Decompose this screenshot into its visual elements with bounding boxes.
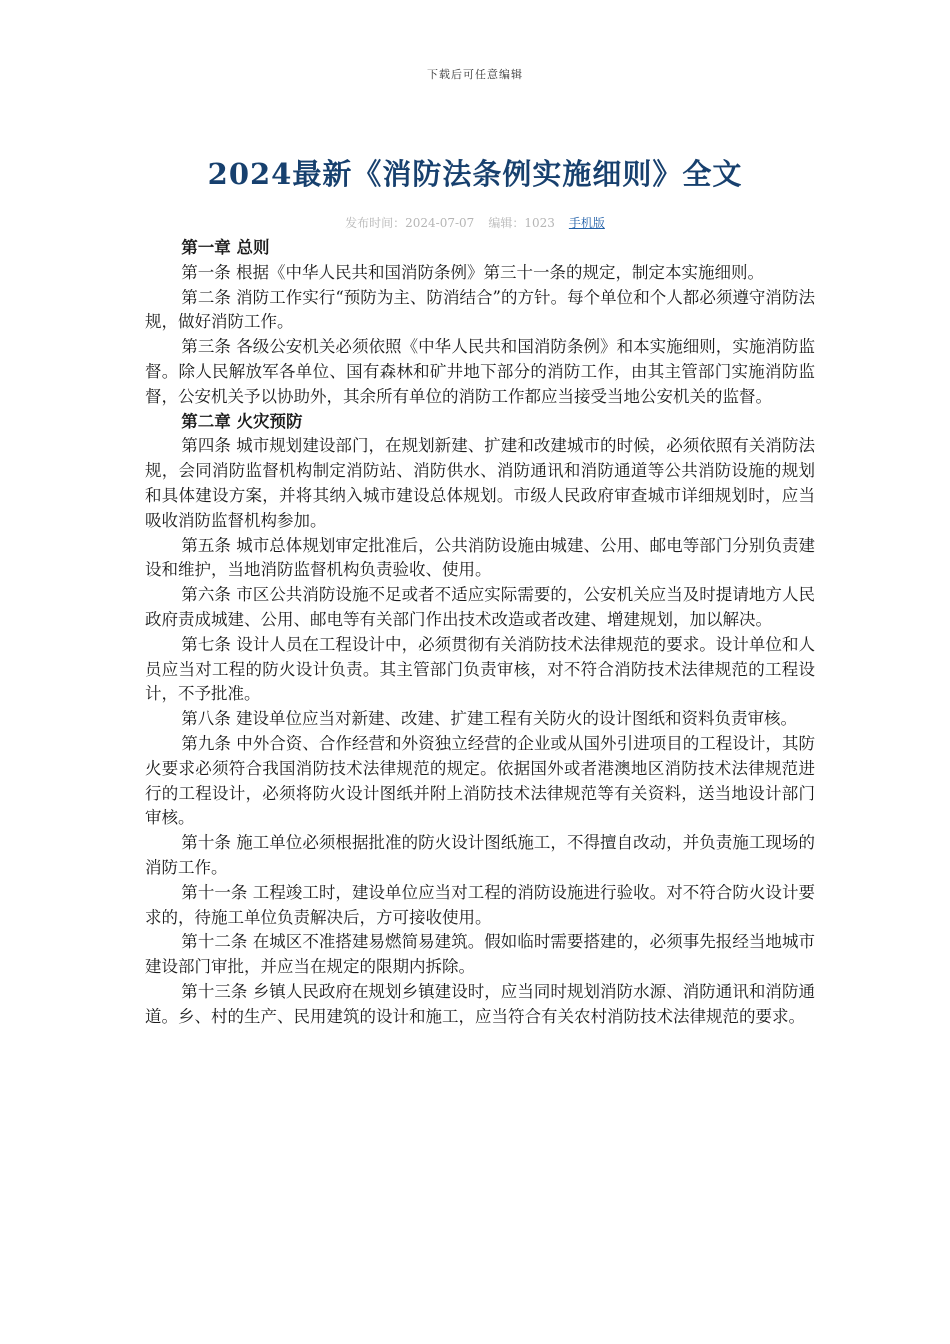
editor-label: 编辑：1023 — [488, 216, 555, 230]
article-paragraph: 第一条 根据《中华人民共和国消防条例》第三十一条的规定，制定本实施细则。 — [181, 262, 765, 282]
article-body — [145, 236, 815, 1030]
article-paragraph: 第十一条 工程竣工时，建设单位应当对工程的消防设施进行验收。对不符合防火设计要求的，待施工单位负责解决后，方可接收使用。 — [145, 882, 815, 927]
article-paragraph: 第四条 城市规划建设部门，在规划新建、扩建和改建城市的时候，必须依照有关消防法规，会同消防监督机构制定消防站、消防供水、消防通讯和消防通道等公共消防设施的规划和具体建设方案，并将其纳入城市建设总体规划。市级人民政府审查城市详细规划时，应当吸收消防监督机构参加。 — [145, 436, 815, 530]
article-paragraph: 第九条 中外合资、合作经营和外资独立经营的企业或从国外引进项目的工程设计，其防火要求必须符合我国消防技术法律规范的规定。依据国外或者港澳地区消防技术法律规范进行的工程设计，必须将防火设计图纸并附上消防技术法律规范等有关资料，送当地设计部门审核。 — [145, 733, 815, 828]
article-paragraph: 第二条 消防工作实行“预防为主、防消结合”的方针。每个单位和个人都必须遵守消防法规，做好消防工作。 — [145, 287, 815, 332]
chapter-heading: 第一章 总则 — [181, 238, 270, 257]
article-paragraph: 第五条 城市总体规划审定批准后，公共消防设施由城建、公用、邮电等部门分别负责建设和维护，当地消防监督机构负责验收、使用。 — [145, 535, 815, 580]
header-note: 下载后可任意编辑 — [427, 68, 523, 81]
article-paragraph: 第十二条 在城区不准搭建易燃简易建筑。假如临时需要搭建的，必须事先报经当地城市建设部门审批，并应当在规定的限期内拆除。 — [145, 932, 815, 977]
article-paragraph: 第八条 建设单位应当对新建、改建、扩建工程有关防火的设计图纸和资料负责审核。 — [181, 709, 798, 729]
article-paragraph: 第十三条 乡镇人民政府在规划乡镇建设时，应当同时规划消防水源、消防通讯和消防通道。乡、村的生产、民用建筑的设计和施工，应当符合有关农村消防技术法律规范的要求。 — [145, 981, 815, 1026]
article-paragraph: 第三条 各级公安机关必须依照《中华人民共和国消防条例》和本实施细则，实施消防监督。除人民解放军各单位、国有森林和矿井地下部分的消防工作，由其主管部门实施消防监督，公安机关予以协助外，其余所有单位的消防工作都应当接受当地公安机关的监督。 — [145, 337, 815, 406]
publish-date: 发布时间：2024-07-07 — [345, 216, 475, 230]
article-meta — [0, 214, 950, 231]
page-title: 2024最新《消防法条例实施细则》全文 — [207, 157, 743, 191]
article-paragraph: 第十条 施工单位必须根据批准的防火设计图纸施工，不得擅自改动，并负责施工现场的消防工作。 — [145, 833, 815, 877]
chapter-heading: 第二章 火灾预防 — [181, 411, 303, 431]
article-paragraph: 第七条 设计人员在工程设计中，必须贯彻有关消防技术法律规范的要求。设计单位和人员应当对工程的防火设计负责。其主管部门负责审核，对不符合消防技术法律规范的工程设计，不予批准。 — [145, 634, 815, 704]
mobile-version-link[interactable]: 手机版 — [568, 216, 605, 230]
article-paragraph: 第六条 市区公共消防设施不足或者不适应实际需要的，公安机关应当及时提请地方人民政府责成城建、公用、邮电等有关部门作出技术改造或者改建、增建规划，加以解决。 — [145, 585, 815, 629]
